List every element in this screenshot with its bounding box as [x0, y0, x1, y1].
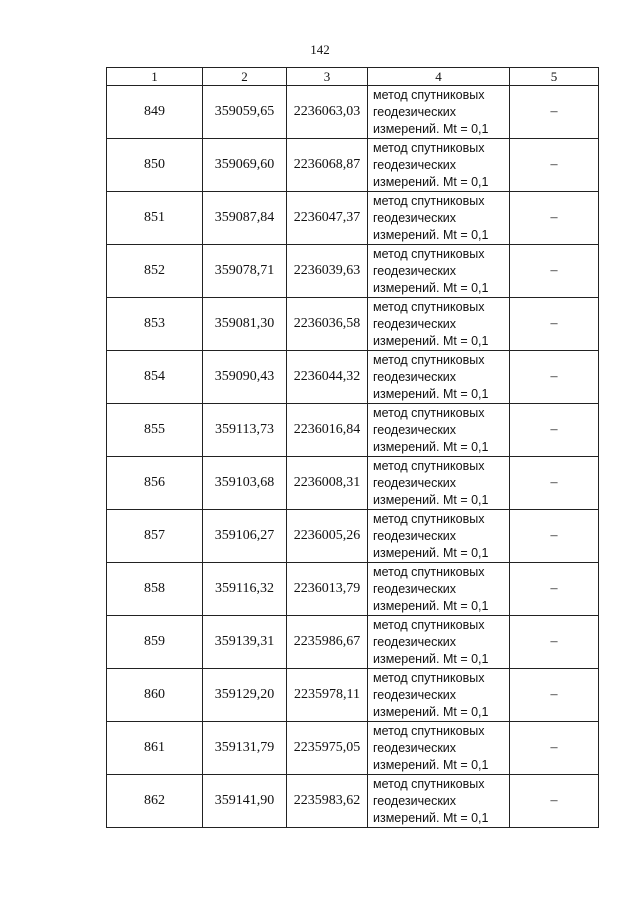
- method-cell: [368, 616, 510, 669]
- x-coordinate-cell: 359116,32: [203, 563, 287, 616]
- method-line: геодезических: [373, 157, 457, 172]
- y-coordinate-cell: 2235983,62: [287, 775, 368, 828]
- method-cell: [368, 245, 510, 298]
- method-line: метод спутниковых: [373, 246, 485, 261]
- table-row: [107, 86, 599, 139]
- note-cell: –: [510, 192, 599, 245]
- x-coordinate-cell: 359069,60: [203, 139, 287, 192]
- note-cell: –: [510, 563, 599, 616]
- coordinates-table: [106, 67, 599, 828]
- method-cell: [368, 86, 510, 139]
- y-coordinate-cell: 2235975,05: [287, 722, 368, 775]
- method-line: геодезических: [373, 422, 457, 437]
- point-number-cell: 855: [107, 404, 203, 457]
- point-number-cell: 851: [107, 192, 203, 245]
- method-line: измерений. Mt = 0,1: [373, 333, 489, 348]
- y-coordinate-cell: 2236016,84: [287, 404, 368, 457]
- column-header: 2: [203, 68, 287, 86]
- y-coordinate-cell: 2236047,37: [287, 192, 368, 245]
- table-row: [107, 351, 599, 404]
- y-coordinate-cell: 2236039,63: [287, 245, 368, 298]
- method-line: геодезических: [373, 793, 457, 808]
- point-number-cell: 850: [107, 139, 203, 192]
- method-line: геодезических: [373, 740, 457, 755]
- y-coordinate-cell: 2236068,87: [287, 139, 368, 192]
- method-line: метод спутниковых: [373, 511, 485, 526]
- note-cell: –: [510, 669, 599, 722]
- x-coordinate-cell: 359087,84: [203, 192, 287, 245]
- x-coordinate-cell: 359131,79: [203, 722, 287, 775]
- column-header: 5: [510, 68, 599, 86]
- table-row: [107, 616, 599, 669]
- method-cell: [368, 192, 510, 245]
- table-row: [107, 404, 599, 457]
- note-cell: –: [510, 351, 599, 404]
- point-number-cell: 857: [107, 510, 203, 563]
- table-row: [107, 245, 599, 298]
- method-line: геодезических: [373, 528, 457, 543]
- y-coordinate-cell: 2236044,32: [287, 351, 368, 404]
- note-cell: –: [510, 616, 599, 669]
- x-coordinate-cell: 359141,90: [203, 775, 287, 828]
- note-cell: –: [510, 139, 599, 192]
- x-coordinate-cell: 359129,20: [203, 669, 287, 722]
- y-coordinate-cell: 2236008,31: [287, 457, 368, 510]
- note-cell: –: [510, 457, 599, 510]
- method-line: геодезических: [373, 634, 457, 649]
- method-line: измерений. Mt = 0,1: [373, 704, 489, 719]
- method-cell: [368, 457, 510, 510]
- method-line: геодезических: [373, 210, 457, 225]
- note-cell: –: [510, 245, 599, 298]
- point-number-cell: 853: [107, 298, 203, 351]
- method-cell: [368, 298, 510, 351]
- method-line: измерений. Mt = 0,1: [373, 386, 489, 401]
- point-number-cell: 861: [107, 722, 203, 775]
- method-line: геодезических: [373, 263, 457, 278]
- method-line: метод спутниковых: [373, 193, 485, 208]
- x-coordinate-cell: 359059,65: [203, 86, 287, 139]
- method-line: метод спутниковых: [373, 564, 485, 579]
- method-line: метод спутниковых: [373, 140, 485, 155]
- note-cell: –: [510, 404, 599, 457]
- method-line: метод спутниковых: [373, 723, 485, 738]
- point-number-cell: 859: [107, 616, 203, 669]
- method-line: измерений. Mt = 0,1: [373, 810, 489, 825]
- y-coordinate-cell: 2236005,26: [287, 510, 368, 563]
- method-cell: [368, 563, 510, 616]
- x-coordinate-cell: 359090,43: [203, 351, 287, 404]
- x-coordinate-cell: 359139,31: [203, 616, 287, 669]
- method-line: геодезических: [373, 687, 457, 702]
- y-coordinate-cell: 2236013,79: [287, 563, 368, 616]
- method-line: геодезических: [373, 475, 457, 490]
- method-line: измерений. Mt = 0,1: [373, 492, 489, 507]
- table-row: [107, 510, 599, 563]
- page-number: 142: [310, 42, 330, 57]
- method-line: геодезических: [373, 581, 457, 596]
- y-coordinate-cell: 2236063,03: [287, 86, 368, 139]
- point-number-cell: 858: [107, 563, 203, 616]
- method-line: геодезических: [373, 369, 457, 384]
- method-cell: [368, 669, 510, 722]
- method-line: метод спутниковых: [373, 776, 485, 791]
- method-cell: [368, 722, 510, 775]
- column-header: 3: [287, 68, 368, 86]
- point-number-cell: 849: [107, 86, 203, 139]
- table-row: [107, 669, 599, 722]
- x-coordinate-cell: 359113,73: [203, 404, 287, 457]
- method-line: измерений. Mt = 0,1: [373, 545, 489, 560]
- table-row: [107, 298, 599, 351]
- method-cell: [368, 404, 510, 457]
- method-line: метод спутниковых: [373, 405, 485, 420]
- method-line: измерений. Mt = 0,1: [373, 227, 489, 242]
- method-cell: [368, 775, 510, 828]
- x-coordinate-cell: 359078,71: [203, 245, 287, 298]
- method-cell: [368, 139, 510, 192]
- method-line: измерений. Mt = 0,1: [373, 651, 489, 666]
- column-header: 4: [368, 68, 510, 86]
- method-line: метод спутниковых: [373, 87, 485, 102]
- table-header-row: [107, 68, 599, 86]
- column-header: 1: [107, 68, 203, 86]
- y-coordinate-cell: 2236036,58: [287, 298, 368, 351]
- x-coordinate-cell: 359081,30: [203, 298, 287, 351]
- table-row: [107, 722, 599, 775]
- note-cell: –: [510, 298, 599, 351]
- method-line: геодезических: [373, 316, 457, 331]
- method-line: метод спутниковых: [373, 352, 485, 367]
- method-cell: [368, 510, 510, 563]
- method-line: метод спутниковых: [373, 617, 485, 632]
- point-number-cell: 860: [107, 669, 203, 722]
- method-cell: [368, 351, 510, 404]
- y-coordinate-cell: 2235986,67: [287, 616, 368, 669]
- method-line: метод спутниковых: [373, 458, 485, 473]
- method-line: измерений. Mt = 0,1: [373, 174, 489, 189]
- x-coordinate-cell: 359103,68: [203, 457, 287, 510]
- note-cell: –: [510, 510, 599, 563]
- method-line: метод спутниковых: [373, 670, 485, 685]
- point-number-cell: 862: [107, 775, 203, 828]
- point-number-cell: 852: [107, 245, 203, 298]
- method-line: измерений. Mt = 0,1: [373, 598, 489, 613]
- x-coordinate-cell: 359106,27: [203, 510, 287, 563]
- table-row: [107, 457, 599, 510]
- method-line: геодезических: [373, 104, 457, 119]
- table-body: [107, 86, 599, 828]
- method-line: измерений. Mt = 0,1: [373, 280, 489, 295]
- point-number-cell: 856: [107, 457, 203, 510]
- table-row: [107, 563, 599, 616]
- note-cell: –: [510, 722, 599, 775]
- method-line: измерений. Mt = 0,1: [373, 757, 489, 772]
- method-line: измерений. Mt = 0,1: [373, 121, 489, 136]
- method-line: измерений. Mt = 0,1: [373, 439, 489, 454]
- note-cell: –: [510, 86, 599, 139]
- method-line: метод спутниковых: [373, 299, 485, 314]
- table-row: [107, 775, 599, 828]
- note-cell: –: [510, 775, 599, 828]
- point-number-cell: 854: [107, 351, 203, 404]
- table-row: [107, 192, 599, 245]
- table-row: [107, 139, 599, 192]
- y-coordinate-cell: 2235978,11: [287, 669, 368, 722]
